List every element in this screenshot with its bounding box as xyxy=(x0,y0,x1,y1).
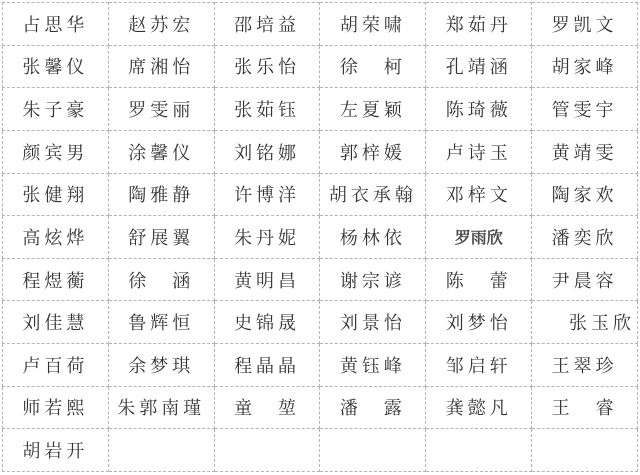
name-cell: 尹晨容 xyxy=(532,258,638,301)
name-cell: 罗雯丽 xyxy=(108,88,214,131)
name-cell: 张茹钰 xyxy=(214,88,320,131)
empty-cell xyxy=(108,429,214,472)
name-cell: 许博洋 xyxy=(214,173,320,216)
empty-cell xyxy=(214,429,320,472)
table-row xyxy=(3,344,638,387)
name-cell: 刘景怡 xyxy=(320,301,426,344)
table-row xyxy=(3,88,638,131)
table-row xyxy=(3,45,638,88)
names-table xyxy=(2,2,638,472)
name-cell: 席湘怡 xyxy=(108,45,214,88)
name-cell: 潘 露 xyxy=(320,386,426,429)
table-row xyxy=(3,301,638,344)
empty-cell xyxy=(532,429,638,472)
name-cell: 左夏颖 xyxy=(320,88,426,131)
name-cell: 黄靖雯 xyxy=(532,130,638,173)
name-cell: 张馨仪 xyxy=(3,45,109,88)
table-row xyxy=(3,173,638,216)
name-cell: 刘梦怡 xyxy=(426,301,532,344)
table-row xyxy=(3,130,638,173)
name-cell: 潘奕欣 xyxy=(532,216,638,259)
table-row xyxy=(3,216,638,259)
name-cell: 卢百荷 xyxy=(3,344,109,387)
name-cell: 鲁辉恒 xyxy=(108,301,214,344)
name-cell: 郑茹丹 xyxy=(426,3,532,46)
name-cell: 颜宾男 xyxy=(3,130,109,173)
name-cell: 徐 涵 xyxy=(108,258,214,301)
name-cell: 程晶晶 xyxy=(214,344,320,387)
name-cell: 谢宗谚 xyxy=(320,258,426,301)
name-cell: 黄明昌 xyxy=(214,258,320,301)
name-cell: 刘佳慧 xyxy=(3,301,109,344)
name-cell: 朱丹妮 xyxy=(214,216,320,259)
names-table-body xyxy=(3,3,638,472)
name-cell: 徐 柯 xyxy=(320,45,426,88)
name-cell: 朱郭南瑾 xyxy=(108,386,214,429)
name-cell: 胡岩开 xyxy=(3,429,109,472)
name-cell: 卢诗玉 xyxy=(426,130,532,173)
name-cell: 张玉欣 xyxy=(532,301,638,344)
name-cell: 邓梓文 xyxy=(426,173,532,216)
empty-cell xyxy=(320,429,426,472)
name-cell: 涂馨仪 xyxy=(108,130,214,173)
name-cell: 陶家欢 xyxy=(532,173,638,216)
name-cell: 童 堃 xyxy=(214,386,320,429)
table-row xyxy=(3,258,638,301)
name-cell: 程煜蘅 xyxy=(3,258,109,301)
name-cell: 赵苏宏 xyxy=(108,3,214,46)
name-cell: 高炫烨 xyxy=(3,216,109,259)
name-cell: 罗雨欣 xyxy=(426,216,532,259)
name-cell: 占思华 xyxy=(3,3,109,46)
name-cell: 张乐怡 xyxy=(214,45,320,88)
name-cell: 余梦琪 xyxy=(108,344,214,387)
name-cell: 孔靖涵 xyxy=(426,45,532,88)
name-cell: 龚懿凡 xyxy=(426,386,532,429)
name-cell: 邹启轩 xyxy=(426,344,532,387)
name-cell: 师若熙 xyxy=(3,386,109,429)
table-row xyxy=(3,3,638,46)
name-cell: 黄钰峰 xyxy=(320,344,426,387)
name-cell: 朱子豪 xyxy=(3,88,109,131)
name-cell: 胡衣承翰 xyxy=(320,173,426,216)
name-cell: 胡荣啸 xyxy=(320,3,426,46)
name-cell: 郭梓媛 xyxy=(320,130,426,173)
name-cell: 舒展翼 xyxy=(108,216,214,259)
name-cell: 杨林依 xyxy=(320,216,426,259)
name-cell: 王翠珍 xyxy=(532,344,638,387)
name-cell: 陶雅静 xyxy=(108,173,214,216)
name-cell: 邵培益 xyxy=(214,3,320,46)
empty-cell xyxy=(426,429,532,472)
name-cell: 刘铭娜 xyxy=(214,130,320,173)
name-cell: 陈琦薇 xyxy=(426,88,532,131)
name-cell: 胡家峰 xyxy=(532,45,638,88)
name-cell: 陈 蕾 xyxy=(426,258,532,301)
name-cell: 罗凯文 xyxy=(532,3,638,46)
name-cell: 王 睿 xyxy=(532,386,638,429)
name-cell: 史锦晟 xyxy=(214,301,320,344)
table-row xyxy=(3,386,638,429)
name-cell: 管雯宇 xyxy=(532,88,638,131)
name-cell: 张健翔 xyxy=(3,173,109,216)
table-row xyxy=(3,429,638,472)
